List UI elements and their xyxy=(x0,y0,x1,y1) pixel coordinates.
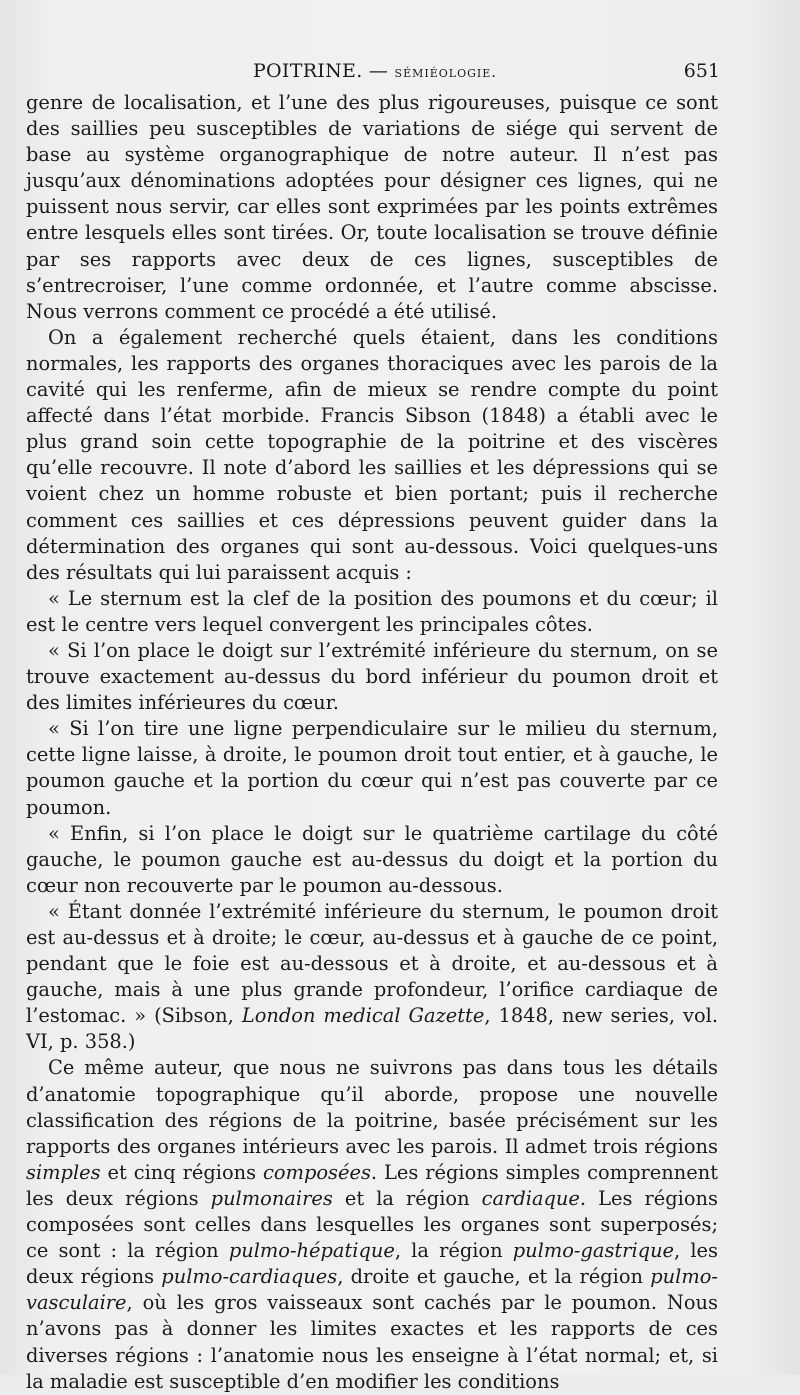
quote-paragraph-3: « Si l’on tire une ligne perpendiculaire sur le milieu du sternum, cette ligne laisse, à droite, le poumon droit tout entier, et à gauche, le poumon gauche et la portion du cœur qui n’est pas couverte par ce poumon. xyxy=(26,717,718,819)
page-body xyxy=(26,90,718,1395)
term-cardiaque: cardiaque xyxy=(481,1186,580,1210)
running-header xyxy=(30,58,720,84)
paragraph-2: On a également recherché quels étaient, dans les conditions normales, les rapports des organes thoraciques avec les parois de la cavité qui les renferme, afin de mieux se rendre compte du point affecté dans l’état morbide. Francis Sibson (1848) a établi avec le plus grand soin cette topographie de la poitrine et des viscères qu’elle recouvre. Il note d’abord les saillies et les dépressions qui se voient chez un homme robuste et bien portant; puis il recherche comment ces saillies et ces dépressions peuvent guider dans la détermination des organes qui sont au-dessous. Voici quelques-uns des résultats qui lui paraissent acquis : xyxy=(26,325,718,584)
quote-text: « Étant donnée l’extrémité inférieure du sternum, le poumon droit est au-dessus et à droite; le cœur, au-dessus et à gauche de ce point, pendant que le foie est au-dessous et à droite, et au-dessous et à gauche, mais à une plus grande profondeur, l’orifice cardiaque de l’estomac. » (Sibson, xyxy=(26,899,718,1028)
quote-paragraph-5 xyxy=(26,899,718,1056)
term-pulmo-vasculaire: pulmo-vasculaire xyxy=(26,1265,718,1315)
term-pulmo-hepatique: pulmo-hépatique xyxy=(228,1239,395,1263)
quote-paragraph-4: « Enfin, si l’on place le doigt sur le quatrième cartilage du côté gauche, le poumon gauche est au-dessus du doigt et la portion du cœur non recouverte par le poumon au-dessous. xyxy=(26,821,718,897)
text-run: , droite et gauche, et la région xyxy=(337,1265,651,1289)
term-pulmo-cardiaques: pulmo-cardiaques xyxy=(161,1265,338,1289)
text-run: et la région xyxy=(332,1186,482,1210)
text-run: et cinq régions xyxy=(100,1160,264,1184)
text-run: . Les régions composées sont celles dans lesquelles les organes sont superposés; ce sont : la région xyxy=(26,1186,718,1263)
text-run: . Les régions simples comprennent les deux régions xyxy=(26,1160,718,1210)
journal-title: London medical Gazette xyxy=(241,1004,485,1028)
paragraph-regions xyxy=(26,1055,718,1394)
term-simples: simples xyxy=(26,1160,101,1184)
term-composees: composées xyxy=(263,1160,371,1184)
citation-details: , 1848, new series, vol. VI, p. 358.) xyxy=(26,1004,719,1054)
paragraph-1: genre de localisation, et l’une des plus rigoureuses, puisque ce sont des saillies peu susceptibles de variations de siége qui servent de base au système organographique de notre auteur. Il n’est pas jusqu’aux dénominations adoptées pour désigner ces lignes, qui ne puissent nous servir, car elles sont exprimées par les points extrêmes entre lesquels elles sont tirées. Or, toute localisation se trouve définie par ses rapports avec deux de ces lignes, susceptibles de s’entrecroiser, l’une comme ordonnée, et l’autre comme abscisse. Nous verrons comment ce procédé a été utilisé. xyxy=(26,91,718,323)
header-title: POITRINE. xyxy=(252,60,363,82)
header-title-line xyxy=(30,58,720,85)
page-number: 651 xyxy=(683,60,720,82)
text-run: , la région xyxy=(394,1239,513,1263)
term-pulmo-gastrique: pulmo-gastrique xyxy=(512,1239,675,1263)
text-run: Ce même auteur, que nous ne suivrons pas dans tous les détails d’anatomie topographique qu’il aborde, propose une nouvelle classification des régions de la poitrine, basée précisément sur les rapports des organes intérieurs avec les parois. Il admet trois régions xyxy=(26,1056,718,1158)
quote-paragraph-1: « Le sternum est la clef de la position des poumons et du cœur; il est le centre vers lequel convergent les principales côtes. xyxy=(26,586,718,636)
quote-paragraph-2: « Si l’on place le doigt sur l’extrémité inférieure du sternum, on se trouve exactement au-dessus du bord inférieur du poumon droit et des limites inférieures du cœur. xyxy=(26,638,718,715)
text-run: , où les gros vaisseaux sont cachés par le poumon. Nous n’avons pas à donner les limites exactes et les rapports de ces diverses régions : l’anatomie nous les enseigne à l’état normal; et, si la maladie est susceptible d’en modifier les conditions xyxy=(26,1291,718,1393)
text-run: , les deux régions xyxy=(26,1239,718,1289)
header-dash: — xyxy=(368,60,389,82)
header-section: sémiéologie. xyxy=(394,63,498,81)
term-pulmonaires: pulmonaires xyxy=(210,1186,333,1210)
